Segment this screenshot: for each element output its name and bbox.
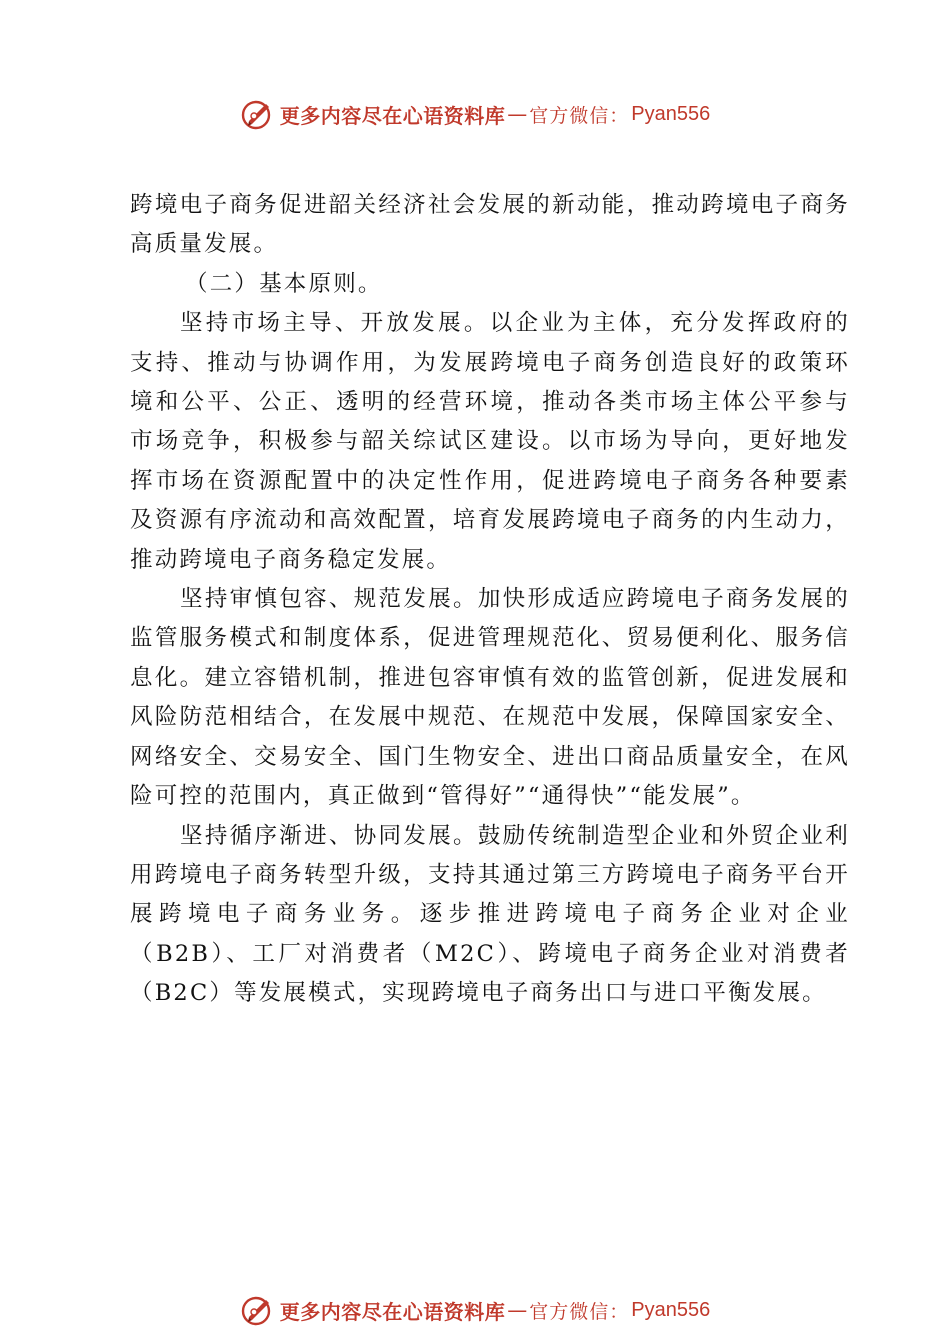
watermark-wechat-id: Pyan556 — [631, 102, 711, 125]
section-heading: （二）基本原则。 — [185, 270, 383, 297]
paragraph-regulation-principle: 坚持审慎包容、规范发展。加快形成适应跨境电子商务发展的监管服务模式和制度体系，促进管理规范化、贸易便利化、服务信息化。建立容错机制，推进包容审慎有效的监管创新，促进发展和风险防范相结合，在发展中规范、在规范中发展，保障国家安全、网络安全、交易安全、国门生物安全、进出口商品质量安全，在风险可控的范围内，真正做到“管得好”“通得快”“能发展”。 — [130, 586, 850, 810]
brand-logo-icon — [240, 1293, 274, 1327]
paragraph-coordination-principle: 坚持循序渐进、协同发展。鼓励传统制造型企业和外贸企业利用跨境电子商务转型升级，支持其通过第三方跨境电子商务平台开展跨境电子商务业务。逐步推进跨境电子商务企业对企业（B2B）、工厂对消费者（M2C）、跨境电子商务企业对消费者（B2C）等发展模式，实现跨境电子商务出口与进口平衡发展。 — [130, 822, 850, 1007]
watermark-banner-top — [0, 92, 950, 136]
watermark-wechat-label: 官方微信： — [529, 1300, 630, 1323]
brand-logo-icon — [240, 97, 274, 131]
paragraph-continuation: 跨境电子商务促进韶关经济社会发展的新动能，推动跨境电子商务高质量发展。 — [130, 192, 850, 258]
watermark-banner-bottom — [0, 1288, 950, 1332]
document-body — [130, 186, 850, 1014]
watermark-main-text: 更多内容尽在心语资料库 — [279, 103, 506, 128]
watermark-main-text: 更多内容尽在心语资料库 — [279, 1299, 506, 1324]
watermark-wechat-id: Pyan556 — [631, 1298, 711, 1321]
paragraph-market-principle: 坚持市场主导、开放发展。以企业为主体，充分发挥政府的 支持、推动与协调作用，为发展跨境电子商务创造良好的政策环 境和公平、公正、透明的经营环境，推动各类市场主体公平参与 市场竞争，积极参与韶关综试区建设。以市场为导向，更好地发 挥市场在资源配置中的决定性作用，促进跨境电子商务各种要素 及资源有序流动和高效配置，培育发展跨境电子商务的内生动力， 推动跨境电子商务稳定发展。 — [130, 310, 850, 573]
watermark-separator: — — [507, 102, 528, 126]
watermark-separator: — — [507, 1298, 528, 1322]
watermark-wechat-label: 官方微信： — [529, 104, 630, 127]
